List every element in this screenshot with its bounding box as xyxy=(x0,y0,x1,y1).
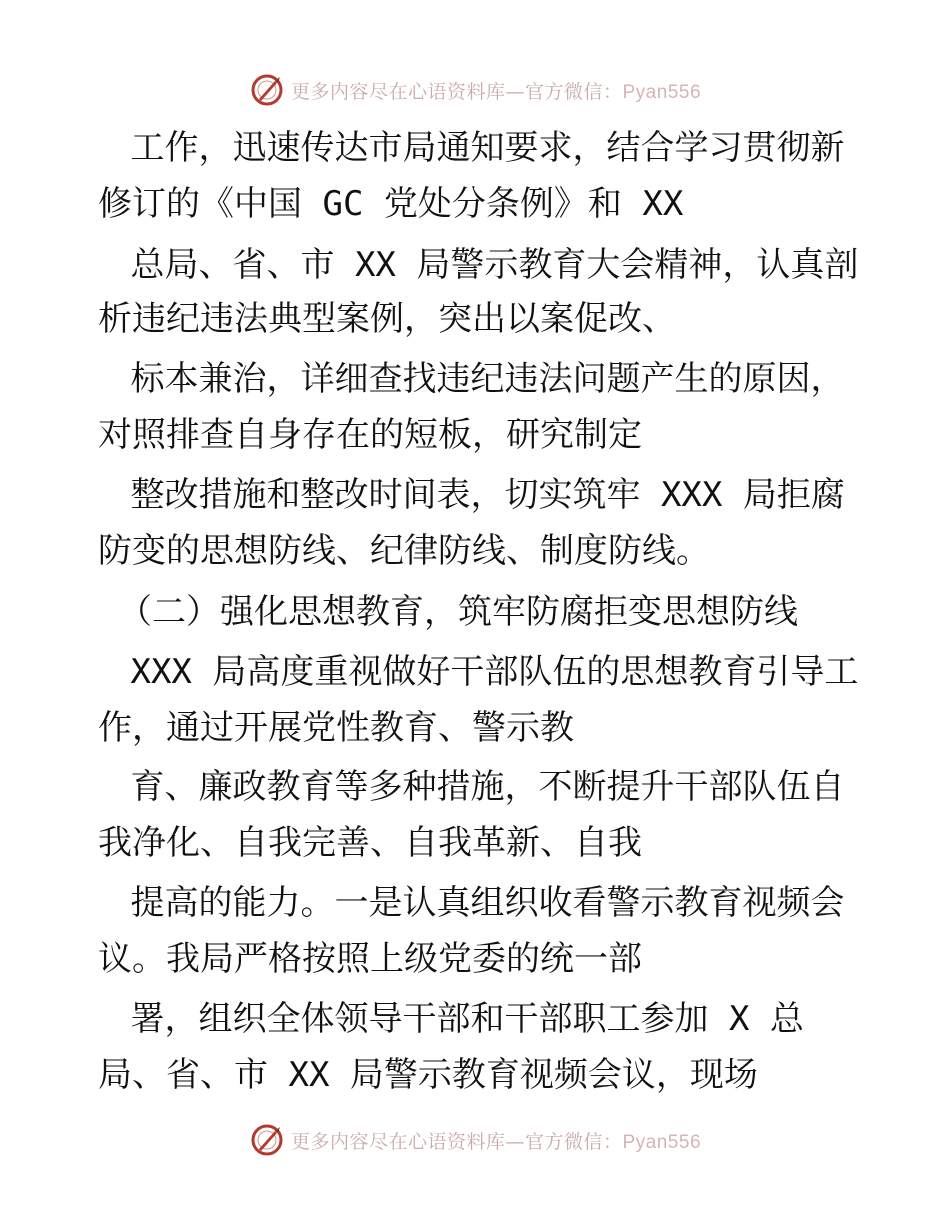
text-line: 防变的思想防线、纪律防线、制度防线。 xyxy=(98,531,710,571)
text-line: 署，组织全体领导干部和干部职工参加 X 总 xyxy=(110,999,804,1039)
text-line: 标本兼治，详细查找违纪违法问题产生的原因， xyxy=(110,359,845,399)
text-line: XXX 局高度重视做好干部队伍的思想教育引导工 xyxy=(110,652,859,692)
quill-logo-icon xyxy=(249,72,285,108)
text-line: 整改措施和整改时间表，切实筑牢 XXX 局拒腐 xyxy=(110,475,845,515)
text-line: 对照排查自身存在的短板，研究制定 xyxy=(98,415,642,455)
text-line: 育、廉政教育等多种措施，不断提升干部队伍自 xyxy=(110,767,845,807)
footer-watermark xyxy=(0,1120,950,1160)
text-line: 析违纪违法典型案例，突出以案促改、 xyxy=(98,299,676,339)
watermark-text xyxy=(291,77,701,104)
text-line: 工作，迅速传达市局通知要求，结合学习贯彻新 xyxy=(110,128,845,168)
watermark-text xyxy=(291,1127,701,1154)
watermark-wechat-id: Pyan556 xyxy=(622,1131,702,1153)
text-line: 议。我局严格按照上级党委的统一部 xyxy=(98,939,642,979)
watermark-label: 更多内容尽在心语资料库—官方微信： xyxy=(290,80,623,103)
text-line: 修订的《中国 GC 党处分条例》和 XX xyxy=(98,184,684,224)
section-heading: （二）强化思想教育，筑牢防腐拒变思想防线 xyxy=(118,592,798,632)
header-watermark xyxy=(0,70,950,110)
text-line: 提高的能力。一是认真组织收看警示教育视频会 xyxy=(110,883,845,923)
quill-logo-icon xyxy=(249,1122,285,1158)
watermark-label: 更多内容尽在心语资料库—官方微信： xyxy=(290,1130,623,1153)
text-line: 局、省、市 XX 局警示教育视频会议，现场 xyxy=(98,1055,758,1095)
text-line: 我净化、自我完善、自我革新、自我 xyxy=(98,823,642,863)
text-line: 作，通过开展党性教育、警示教 xyxy=(98,708,574,748)
watermark-wechat-id: Pyan556 xyxy=(622,81,702,103)
text-line: 总局、省、市 XX 局警示教育大会精神，认真剖 xyxy=(110,245,859,285)
